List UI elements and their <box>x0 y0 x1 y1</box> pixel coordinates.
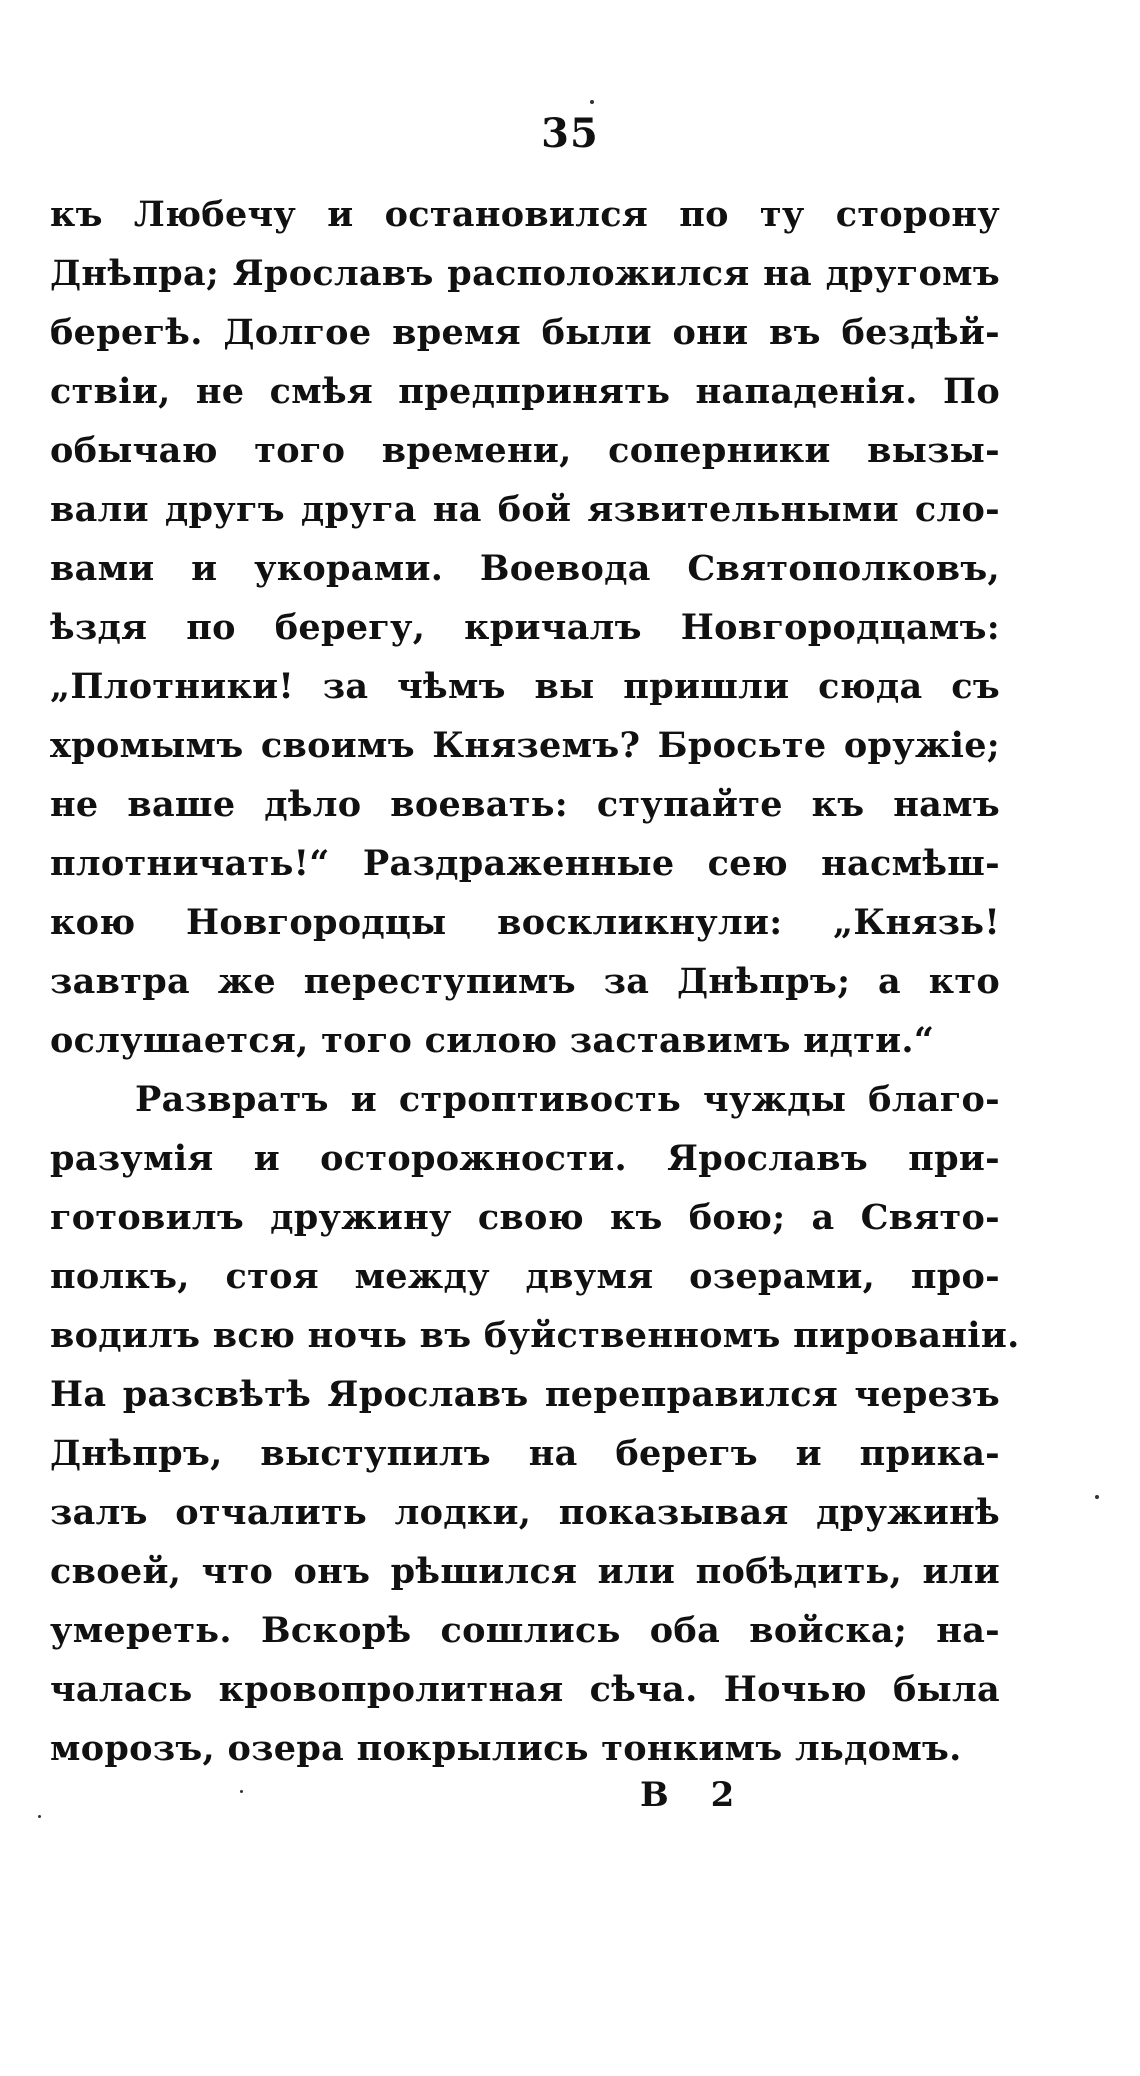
text-line: Днѣпра; Ярославъ расположился на другомъ <box>50 253 1000 294</box>
text-line: хромымъ своимъ Княземъ? Бросьте оружіе; <box>50 725 1000 766</box>
text-line: къ Любечу и остановился по ту сторону <box>50 194 1000 235</box>
text-line: полкъ, стоя между двумя озерами, про- <box>50 1256 1000 1297</box>
text-line: вами и укорами. Воевода Святополковъ, <box>50 548 1000 589</box>
text-line: умереть. Вскорѣ сошлись оба войска; на- <box>50 1610 1000 1651</box>
text-line: обычаю того времени, соперники вызы- <box>50 430 1000 471</box>
text-line: ѣздя по берегу, кричалъ Новгородцамъ: <box>50 607 1000 648</box>
text-line: ствіи, не смѣя предпринять нападенія. По <box>50 371 1000 412</box>
page-number: 35 <box>541 110 599 157</box>
text-line: плотничать!“ Раздраженные сею насмѣш- <box>50 843 1000 884</box>
text-line: завтра же переступимъ за Днѣпръ; а кто <box>50 961 1000 1002</box>
text-line: ослушается, того силою заставимъ идти.“ <box>50 1020 935 1061</box>
speck-decoration <box>38 1815 41 1818</box>
speck-decoration <box>240 1790 243 1793</box>
speck-decoration <box>590 100 594 104</box>
text-line: залъ отчалить лодки, показывая дружинѣ <box>50 1492 1000 1533</box>
text-line: разумія и осторожности. Ярославъ при- <box>50 1138 1000 1179</box>
text-line: вали другъ друга на бой язвительными сло- <box>50 489 1000 530</box>
text-line: чалась кровопролитная сѣча. Ночью была <box>50 1669 1000 1710</box>
text-line: „Плотники! за чѣмъ вы пришли сюда съ <box>50 666 1000 707</box>
signature-mark: В 2 <box>640 1775 735 1815</box>
text-line: своей, что онъ рѣшился или побѣдить, или <box>50 1551 1000 1592</box>
speck-decoration <box>1095 1495 1099 1499</box>
text-line: Днѣпръ, выступилъ на берегъ и прика- <box>50 1433 1000 1474</box>
text-line: готовилъ дружину свою къ бою; а Свято- <box>50 1197 1000 1238</box>
text-line: берегѣ. Долгое время были они въ бездѣй- <box>50 312 1000 353</box>
text-line: кою Новгородцы воскликнули: „Князь! <box>50 902 1000 943</box>
text-line: морозъ, озера покрылись тонкимъ льдомъ. <box>50 1728 962 1769</box>
text-line: На разсвѣтѣ Ярославъ переправился черезъ <box>50 1374 1000 1415</box>
text-line: не ваше дѣло воевать: ступайте къ намъ <box>50 784 1000 825</box>
page-text <box>50 185 1020 1778</box>
text-line: Развратъ и строптивость чужды благо- <box>135 1079 1000 1120</box>
text-line: водилъ всю ночь въ буйственномъ пированіи. <box>50 1315 1020 1356</box>
